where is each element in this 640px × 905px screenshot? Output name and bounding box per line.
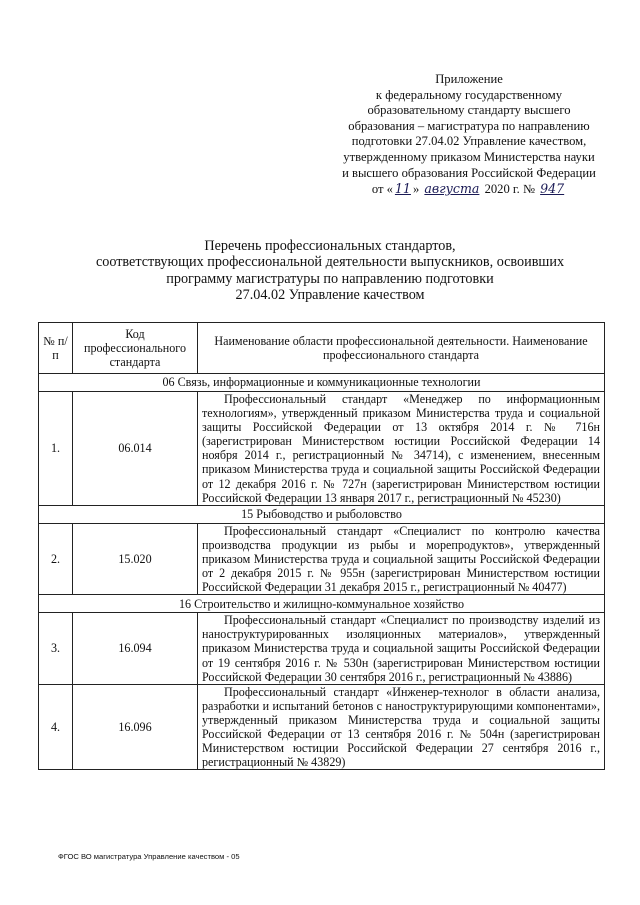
order-date-line <box>330 181 608 198</box>
table-row <box>39 523 605 594</box>
row-code: 15.020 <box>73 523 198 594</box>
group-title: 06 Связь, информационные и коммуникационные технологии <box>39 374 605 392</box>
header-name: Наименование области профессиональной деятельности. Наименование профессионального стандарта <box>198 323 605 374</box>
table-row <box>39 613 605 684</box>
row-num: 2. <box>39 523 73 594</box>
header-code: Код профессионального стандарта <box>73 323 198 374</box>
table-header-row <box>39 323 605 374</box>
row-num: 4. <box>39 684 73 770</box>
date-prefix: от « <box>371 182 393 197</box>
date-mid: » <box>412 182 420 197</box>
standards-table <box>38 322 605 770</box>
table-row <box>39 392 605 506</box>
row-num: 1. <box>39 392 73 506</box>
appendix-line: образования – магистратура по направлению <box>348 118 590 133</box>
footer-note: ФГОС ВО магистратура Управление качеством - 05 <box>58 852 240 861</box>
group-row <box>39 374 605 392</box>
appendix-line: и высшего образования Российской Федерации <box>342 165 596 180</box>
group-title: 15 Рыбоводство и рыболовство <box>39 505 605 523</box>
row-description: Профессиональный стандарт «Инженер-технолог в области анализа, разработки и испытаний бетонов с наноструктурирующими компонентами», утвержденный приказом Министерства труда и социальной защиты Российской Федерации от 13 сентября 2016 г. № 504н (зарегистрирован Министерством юстиции Российской Федерации 27 сентября 2016 г., регистрационный № 43829) <box>198 684 605 770</box>
header-num: № п/п <box>39 323 73 374</box>
row-code: 16.096 <box>73 684 198 770</box>
document-title <box>40 238 620 304</box>
appendix-line: образовательному стандарту высшего <box>367 103 571 118</box>
appendix-line: подготовки 27.04.02 Управление качеством, <box>351 134 587 149</box>
handwritten-month: августа <box>424 181 480 197</box>
title-line: программу магистратуры по направлению подготовки <box>166 270 494 287</box>
title-line: соответствующих профессиональной деятельности выпускников, освоивших <box>95 254 565 271</box>
group-row <box>39 505 605 523</box>
handwritten-order-number: 947 <box>540 181 565 197</box>
group-row <box>39 595 605 613</box>
row-code: 06.014 <box>73 392 198 506</box>
handwritten-day: 11 <box>394 181 411 197</box>
title-line: Перечень профессиональных стандартов, <box>204 238 456 254</box>
appendix-block <box>330 72 608 198</box>
row-code: 16.094 <box>73 613 198 684</box>
group-title: 16 Строительство и жилищно-коммунальное хозяйство <box>39 595 605 613</box>
appendix-line: Приложение <box>435 72 503 86</box>
appendix-line: к федеральному государственному <box>375 87 563 102</box>
title-line: 27.04.02 Управление качеством <box>235 287 425 304</box>
appendix-line: утвержденному приказом Министерства науки <box>343 149 595 164</box>
date-year: 2020 г. № <box>484 182 535 197</box>
row-description: Профессиональный стандарт «Менеджер по информационным технологиям», утвержденный приказом Министерства труда и социальной защиты Российской Федерации от 13 октября 2014 г. № 716н (зарегистрирован Министерством юстиции Российской Федерации 14 ноября 2014 г., регистрационный № 34714), с изменением, внесенным приказом Министерства труда и социальной защиты Российской Федерации от 12 декабря 2016 г. № 727н (зарегистрирован Министерством юстиции Российской Федерации 13 января 2017 г., регистрационный № 45230) <box>198 392 605 506</box>
row-num: 3. <box>39 613 73 684</box>
table-row <box>39 684 605 770</box>
row-description: Профессиональный стандарт «Специалист по контролю качества производства продукции из рыбы и морепродуктов», утвержденный приказом Министерства труда и социальной защиты Российской Федерации от 2 декабря 2015 г. № 955н (зарегистрирован Министерством юстиции Российской Федерации 31 декабря 2015 г., регистрационный № 40477) <box>198 523 605 594</box>
row-description: Профессиональный стандарт «Специалист по производству изделий из наноструктурированных изоляционных материалов», утвержденный приказом Министерства труда и социальной защиты Российской Федерации от 19 сентября 2016 г. № 530н (зарегистрирован Министерством юстиции Российской Федерации 30 сентября 2016 г., регистрационный № 43886) <box>198 613 605 684</box>
